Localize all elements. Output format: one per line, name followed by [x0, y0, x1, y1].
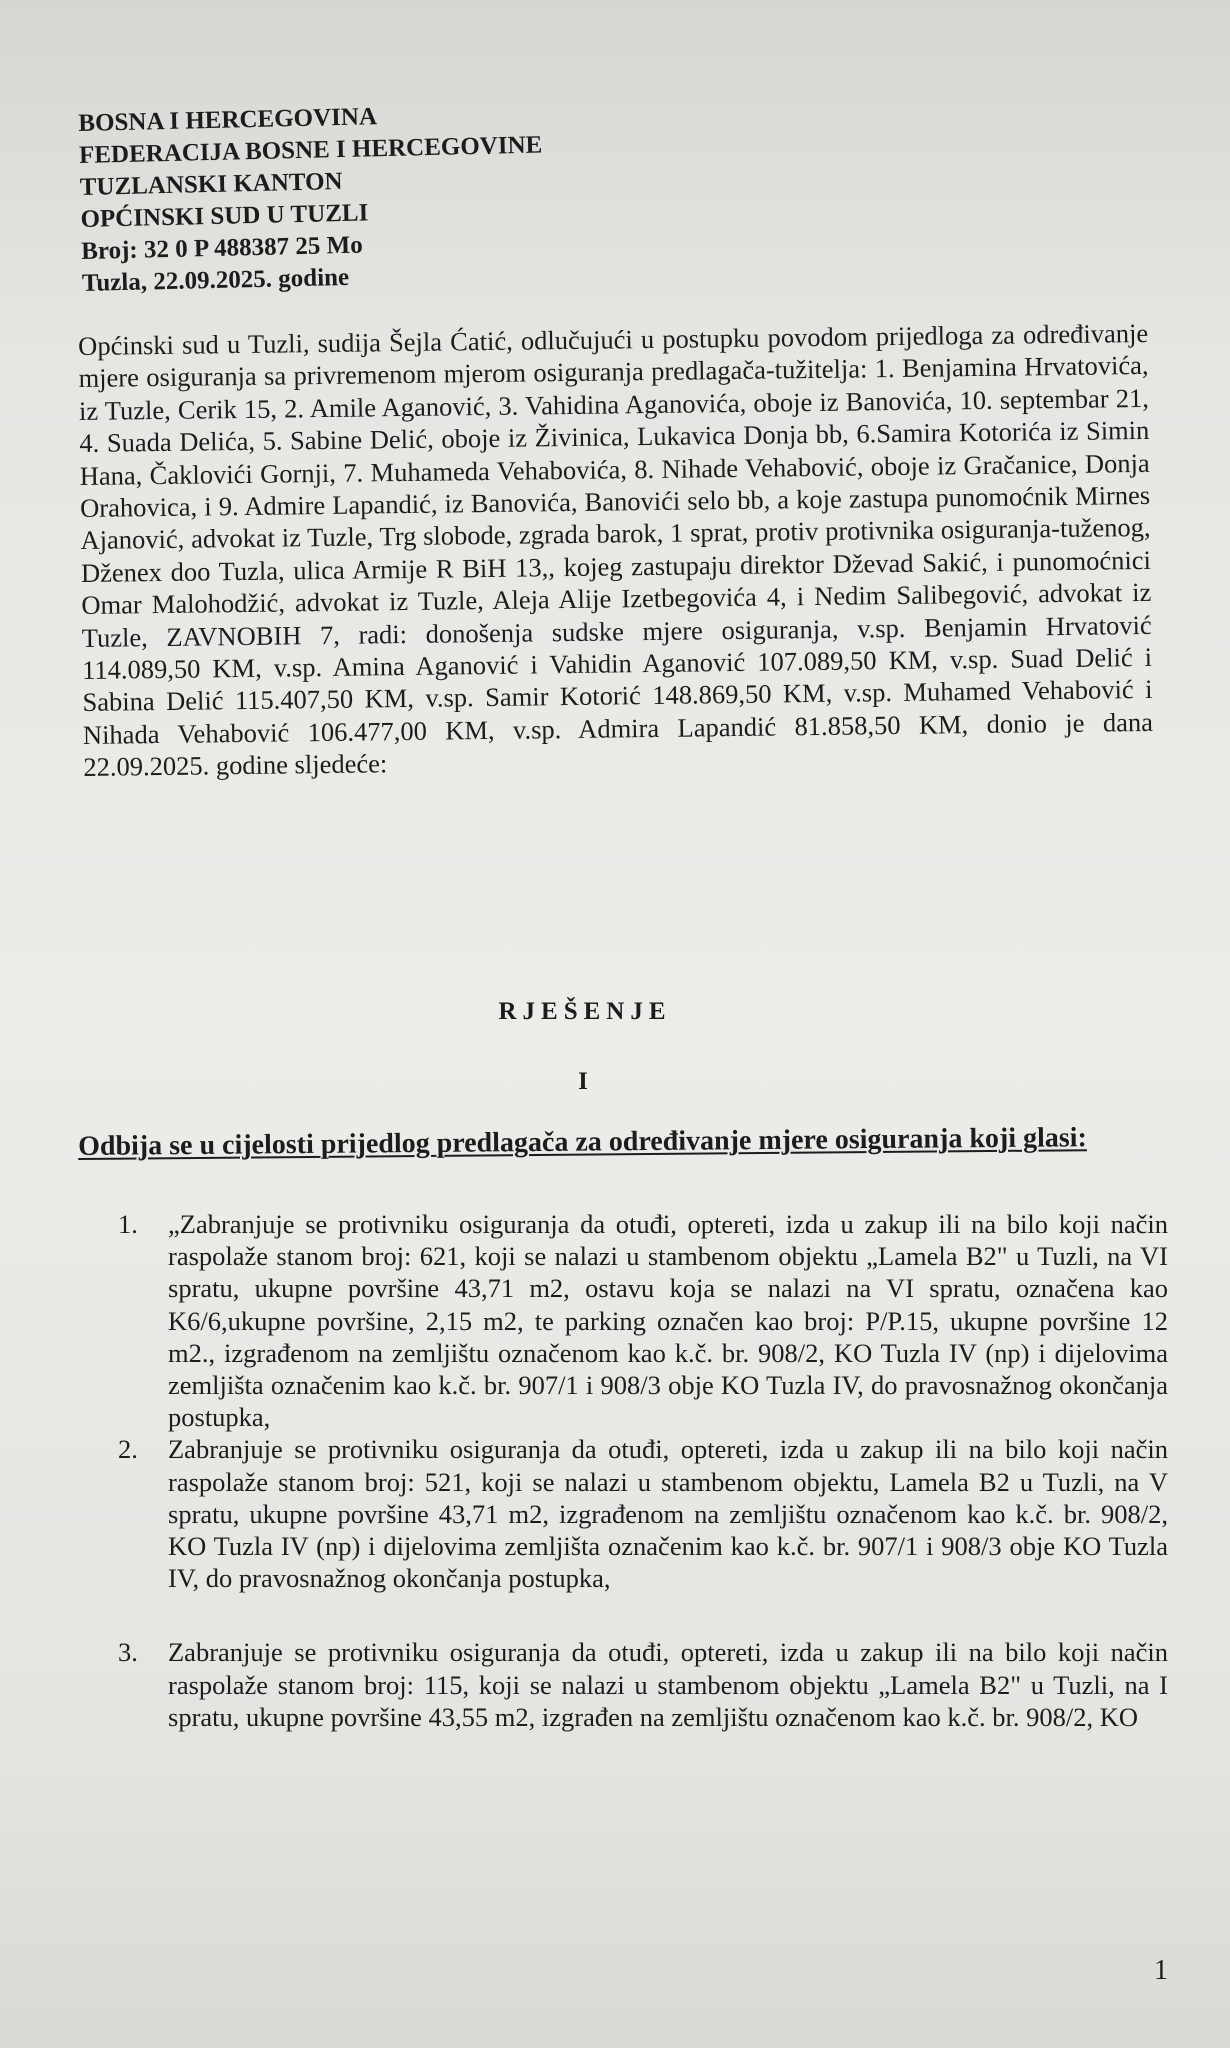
- header-court: OPĆINSKI SUD U TUZLI: [80, 199, 369, 233]
- list-item: [118, 1208, 1168, 1433]
- list-item: [118, 1433, 1168, 1594]
- item-text: Zabranjuje se protivniku osiguranja da otuđi, optereti, izda u zakup ili na bilo koji način raspolaže stanom broj: 521, koji se nalazi u stambenom objektu, Lamela B2 u Tuzli, na V spratu, ukupne površine 43,71 m2, izgrađenom na zemljištu označenom kao k.č. br. 908/2, KO Tuzla IV (np) i dijelovima zemljišta označenim kao k.č. br. 907/1 i 908/3 obje KO Tuzla IV, do pravosnažnog okončanja postupka,: [168, 1434, 1168, 1594]
- header-country: BOSNA I HERCEGOVINA: [78, 103, 378, 137]
- list-item: [118, 1636, 1168, 1733]
- item-number: 1.: [118, 1209, 138, 1239]
- ruling-title: RJEŠENJE: [498, 998, 672, 1025]
- decision-heading: Odbija se u cijelosti prijedlog predlagača za određivanje mjere osiguranja koji glasi:: [78, 1122, 1087, 1162]
- intro-paragraph: Općinski sud u Tuzli, sudija Šejla Ćatić, odlučujući u postupku povodom prijedloga za određivanje mjere osiguranja sa privremenom mjerom osiguranja predlagača-tužitelja: 1. Benjamina Hrvatovića, iz Tuzle, Cerik 15, 2. Amile Aganović, 3. Vahidina Aganovića, oboje iz Banovića, 10. septembar 21, 4. Suada Delića, 5. Sabine Delić, oboje iz Živinica, Lukavica Donja bb, 6.Samira Kotorića iz Simin Hana, Čaklovići Gornji, 7. Muhameda Vehabovića, 8. Nihade Vehabović, oboje iz Gračanice, Donja Orahovica, i 9. Admire Lapandić, iz Banovića, Banovići selo bb, a koje zastupa punomoćnik Mirnes Ajanović, advokat iz Tuzle, Trg slobode, zgrada barok, 1 sprat, protiv protivnika osiguranja-tuženog, Dženex doo Tuzla, ulica Armije R BiH 13,, kojeg zastupaju direktor Dževad Sakić, i punomoćnici Omar Malohodžić, advokat iz Tuzle, Aleja Alije Izetbegovića 4, i Nedim Salibegović, advokat iz Tuzle, ZAVNOBIH 7, radi: donošenja sudske mjere osiguranja, v.sp. Benjamin Hrvatović 114.089,50 KM, v.sp. Amina Aganović i Vahidin Aganović 107.089,50 KM, v.sp. Suad Delić i Sabina Delić 115.407,50 KM, v.sp. Samir Kotorić 148.869,50 KM, v.sp. Muhamed Vehabović i Nihada Vehabović 106.477,00 KM, v.sp. Admira Lapandić 81.858,50 KM, donio je dana 22.09.2025. godine sljedeće:: [78, 317, 1154, 783]
- header-federation: FEDERACIJA BOSNE I HERCEGOVINE: [78, 131, 543, 169]
- proposal-items-list: [118, 1208, 1168, 1733]
- item-number: 3.: [118, 1637, 138, 1668]
- court-header: [78, 97, 546, 299]
- item-number: 2.: [118, 1434, 138, 1465]
- page-number: 1: [1154, 1955, 1168, 1986]
- header-place-date: Tuzla, 22.09.2025. godine: [81, 263, 350, 297]
- header-case-number: Broj: 32 0 P 488387 25 Mo: [80, 231, 363, 265]
- item-text: „Zabranjuje se protivniku osiguranja da otuđi, optereti, izda u zakup ili na bilo koji način raspolaže stanom broj: 621, koji se nalazi u stambenom objektu „Lamela B2" u Tuzli, na VI spratu, ukupne površine 43,71 m2, ostavu koja se nalazi na VI spratu, označena kao K6/6,ukupne površine, 2,15 m2, te parking označen kao broj: P/P.15, ukupne površine 12 m2., izgrađenom na zemljištu označenom kao k.č. br. 908/2, KO Tuzla IV (np) i dijelovima zemljišta označenim kao k.č. br. 907/1 i 908/3 obje KO Tuzla IV, do pravosnažnog okončanja postupka,: [168, 1209, 1168, 1433]
- section-number: I: [578, 1068, 588, 1095]
- header-canton: TUZLANSKI KANTON: [79, 168, 343, 201]
- item-text: Zabranjuje se protivniku osiguranja da otuđi, optereti, izda u zakup ili na bilo koji način raspolaže stanom broj: 115, koji se nalazi u stambenom objektu „Lamela B2" u Tuzli, na I spratu, ukupne površine 43,55 m2, izgrađen na zemljištu označenom kao k.č. br. 908/2, KO: [168, 1637, 1168, 1732]
